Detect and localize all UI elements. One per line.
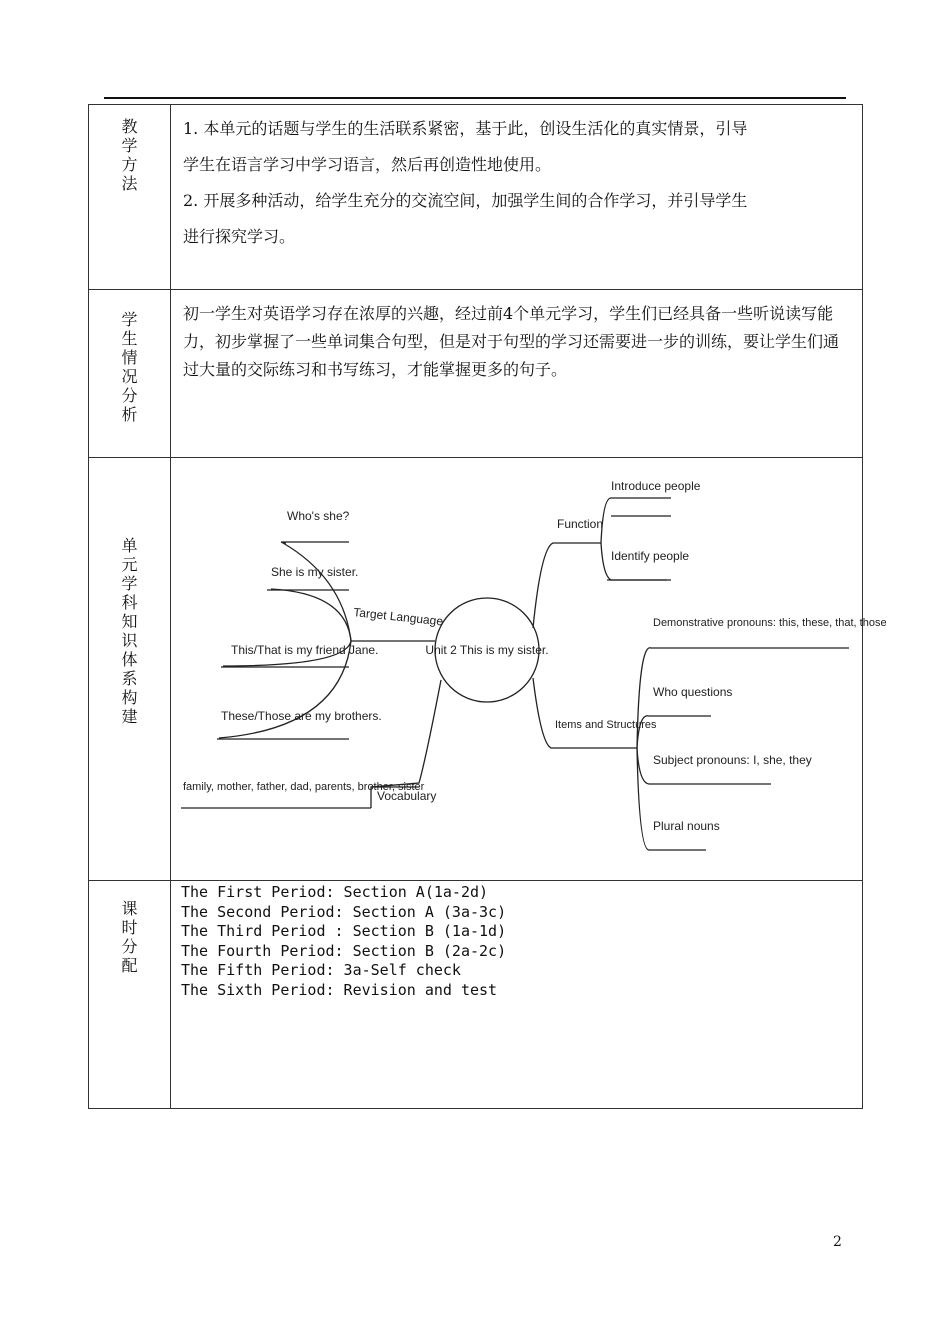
- grammar-item-1: Demonstrative pronouns: this, these, that, those: [653, 617, 887, 629]
- target-item-3: This/That is my friend Jane.: [231, 643, 379, 657]
- methods-p2-line1: 2. 开展多种活动，给学生充分的交流空间，加强学生间的合作学习，并引导学生: [183, 191, 748, 210]
- grammar-text: Items and Structures: [555, 719, 657, 731]
- branch-vocabulary: [371, 680, 441, 787]
- target-item-4: These/Those are my brothers.: [221, 709, 382, 723]
- analysis-row: [89, 290, 863, 458]
- methods-p2-line2: 进行探究学习。: [183, 227, 296, 246]
- analysis-label-cell: [89, 290, 171, 458]
- function-text: Function: [557, 517, 604, 531]
- mindmap-center-text: Unit 2 This is my sister.: [425, 643, 549, 657]
- methods-text: [171, 105, 862, 255]
- methods-label-cell: [89, 105, 171, 290]
- function-item-1: Introduce people: [611, 479, 701, 493]
- period-item-2: The Second Period: Section A (3a-3c): [181, 902, 507, 921]
- mindmap-cell: [171, 458, 887, 881]
- analysis-label: 学生情况分析: [121, 310, 138, 424]
- period-item-6: The Sixth Period: Revision and test: [181, 980, 498, 999]
- function-item-2: Identify people: [611, 549, 690, 563]
- grammar-item-4: Plural nouns: [653, 819, 720, 833]
- knowledge-row: [89, 458, 863, 881]
- knowledge-label: 单元学科知识体系构建: [121, 536, 138, 726]
- page-number: 2: [833, 1234, 842, 1250]
- header-rule: [104, 97, 846, 99]
- methods-p1-line2: 学生在语言学习中学习语言，然后再创造性地使用。: [183, 155, 552, 174]
- methods-label: 教学方法: [121, 117, 138, 193]
- methods-row: [89, 105, 863, 290]
- period-item-3: The Third Period : Section B (1a-1d): [181, 922, 507, 940]
- branch-target-2: [271, 589, 351, 641]
- period-item-4: The Fourth Period: Section B (2a-2c): [181, 941, 507, 960]
- period-item-1: The First Period: Section A(1a-2d): [181, 883, 489, 901]
- grammar-item-2: Who questions: [653, 685, 733, 699]
- methods-content-cell: [171, 105, 863, 290]
- vocabulary-text: Vocabulary: [377, 789, 437, 803]
- lesson-plan-table: [88, 104, 887, 1109]
- vocabulary-items-text: family, mother, father, dad, parents, brother, sister: [183, 781, 425, 793]
- target-item-1: Who's she?: [287, 509, 350, 523]
- branch-function-1: [601, 498, 671, 543]
- periods-content-cell: [171, 881, 863, 1109]
- grammar-item-3: Subject pronouns: I, she, they: [653, 753, 812, 767]
- periods-list: [171, 881, 862, 1000]
- periods-label-cell: [89, 881, 171, 1109]
- analysis-text: 初一学生对英语学习存在浓厚的兴趣，经过前4个单元学习，学生们已经具备一些听说读写能力，初步掌握了一些单词集合句型，但是对于句型的学习还需要进一步的训练，要让学生们通过大量的交际练习和书写练习，才能掌握更多的句子。: [183, 304, 840, 379]
- methods-p1-line1: 1. 本单元的话题与学生的生活联系紧密，基于此，创设生活化的真实情景，引导: [183, 119, 748, 138]
- knowledge-label-cell: [89, 458, 171, 881]
- period-item-5: The Fifth Period: 3a-Self check: [181, 961, 461, 979]
- target-item-2: She is my sister.: [271, 565, 359, 579]
- branch-function: [533, 543, 601, 628]
- analysis-content-cell: [171, 290, 863, 458]
- periods-row: [89, 881, 863, 1109]
- target-language-text: Target Language: [352, 605, 444, 629]
- mind-map: [171, 458, 887, 876]
- branch-grammar: [533, 678, 637, 748]
- periods-label: 课时分配: [121, 899, 138, 975]
